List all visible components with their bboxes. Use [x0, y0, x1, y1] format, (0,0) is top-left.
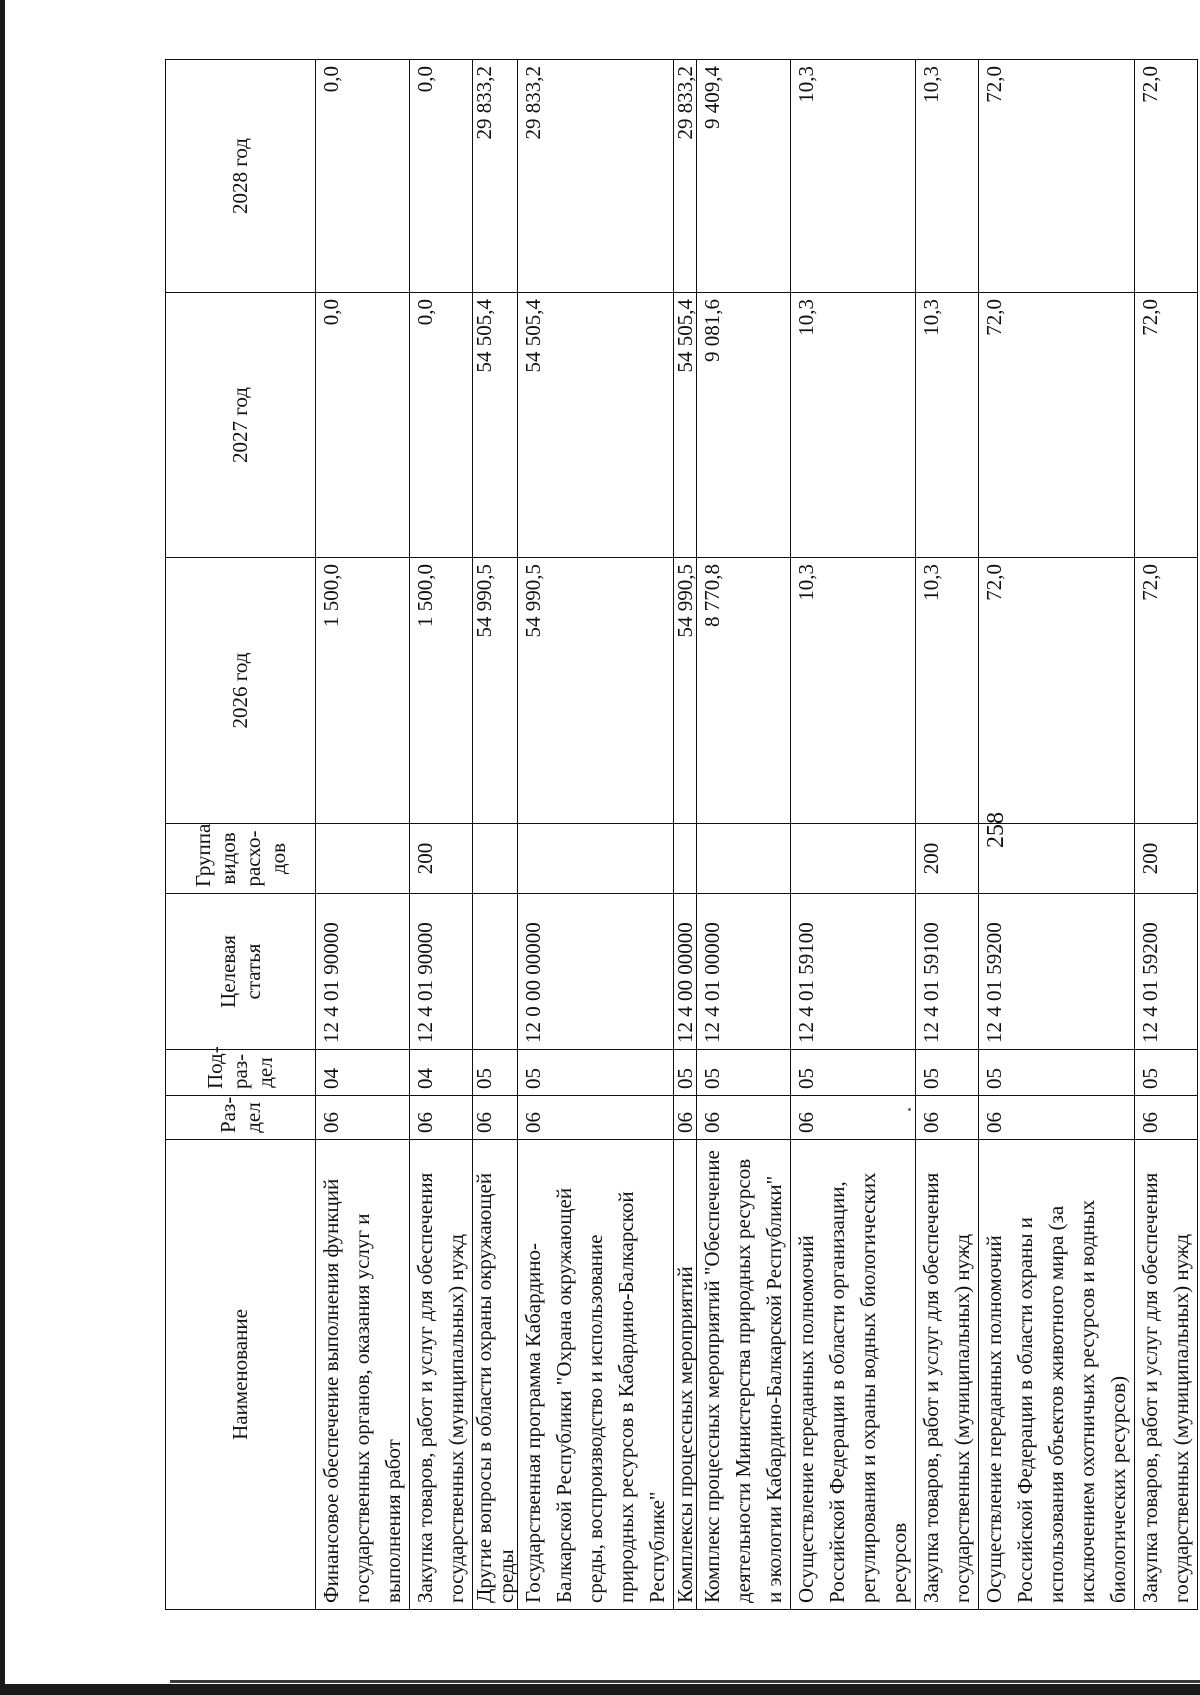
cell-2027: 9 081,6 [697, 293, 791, 558]
cell-2028: 0,0 [410, 60, 473, 293]
cell-target: 12 4 00 00000 [674, 894, 697, 1050]
cell-group: 200 [1135, 824, 1198, 894]
cell-2028: 9 409,4 [697, 60, 791, 293]
cell-name: Осуществление переданных полномочий Российской Федерации в области организации, регулирования и охраны водных биологических ресурсов [791, 1140, 916, 1610]
cell-name: Государственная программа Кабардино-Балкарской Республики "Охрана окружающей среды, воспроизводство и использование природных ресурсов в Кабардино-Балкарской Республике" [518, 1140, 674, 1610]
cell-podrazdel: 04 [410, 1050, 473, 1096]
cell-2027: 72,0 [979, 293, 1135, 558]
cell-group [674, 824, 697, 894]
scan-edge-left [0, 0, 5, 1695]
cell-razdel: 06 [697, 1096, 791, 1140]
cell-target: 12 4 01 00000 [697, 894, 791, 1050]
cell-podrazdel: 05 [697, 1050, 791, 1096]
cell-podrazdel: 05 [473, 1050, 518, 1096]
col-header-podrazdel: Под- раз- дел [166, 1050, 316, 1096]
table-row [697, 60, 791, 1610]
cell-2027: 54 505,4 [518, 293, 674, 558]
page-number: 258 [983, 812, 1009, 848]
cell-2027: 54 505,4 [473, 293, 518, 558]
cell-2026: 10,3 [916, 558, 979, 824]
scan-edge-bottom-line [170, 1680, 1200, 1683]
cell-2027: 54 505,4 [674, 293, 697, 558]
cell-group: 200 [410, 824, 473, 894]
table-header-row [166, 60, 316, 1610]
cell-target: 12 4 01 90000 [316, 894, 410, 1050]
cell-2026: 54 990,5 [473, 558, 518, 824]
scan-edge-bottom [0, 1684, 1200, 1695]
cell-group [791, 824, 916, 894]
cell-2028: 29 833,2 [473, 60, 518, 293]
cell-target: 12 4 01 59200 [1135, 894, 1198, 1050]
cell-target: 12 4 01 59100 [791, 894, 916, 1050]
col-header-2027: 2027 год [166, 293, 316, 558]
cell-name: Закупка товаров, работ и услуг для обеспечения государственных (муниципальных) нужд [410, 1140, 473, 1610]
cell-razdel: 06 [410, 1096, 473, 1140]
cell-2026: 72,0 [1135, 558, 1198, 824]
col-header-name: Наименование [166, 1140, 316, 1610]
table-row [518, 60, 674, 1610]
cell-name: Другие вопросы в области охраны окружающей среды [473, 1140, 518, 1610]
cell-name: Финансовое обеспечение выполнения функций государственных органов, оказания услуг и выполнения работ [316, 1140, 410, 1610]
cell-podrazdel: 05 [518, 1050, 674, 1096]
col-header-group: Группа видов расхо- дов [166, 824, 316, 894]
col-header-2028: 2028 год [166, 60, 316, 293]
cell-razdel: 06 [1135, 1096, 1198, 1140]
cell-group [697, 824, 791, 894]
cell-podrazdel: 05 [674, 1050, 697, 1096]
table-row [473, 60, 518, 1610]
cell-razdel: 06 [316, 1096, 410, 1140]
table-row [316, 60, 410, 1610]
cell-2027: 10,3 [916, 293, 979, 558]
cell-name: Комплекс процессных мероприятий "Обеспечение деятельности Министерства природных ресурсов и экологии Кабардино-Балкарской Республики" [697, 1140, 791, 1610]
cell-2026: 8 770,8 [697, 558, 791, 824]
table-row [1135, 60, 1198, 1610]
cell-target: 12 4 01 59200 [979, 894, 1135, 1050]
cell-name: Осуществление переданных полномочий Российской Федерации в области охраны и использования объектов животного мира (за исключением охотничьих ресурсов и водных биологических ресурсов) [979, 1140, 1135, 1610]
cell-2028: 29 833,2 [518, 60, 674, 293]
cell-2026: 1 500,0 [410, 558, 473, 824]
cell-2028: 72,0 [979, 60, 1135, 293]
cell-razdel: 06 [916, 1096, 979, 1140]
cell-podrazdel: 05 [791, 1050, 916, 1096]
cell-podrazdel: 05 [916, 1050, 979, 1096]
col-header-2026: 2026 год [166, 558, 316, 824]
cell-razdel: 06 [791, 1096, 916, 1140]
cell-podrazdel: 05 [1135, 1050, 1198, 1096]
cell-2026: 1 500,0 [316, 558, 410, 824]
budget-table [165, 59, 1198, 1610]
cell-2026: 72,0 [979, 558, 1135, 824]
cell-2027: 72,0 [1135, 293, 1198, 558]
cell-2026: 10,3 [791, 558, 916, 824]
cell-target: 12 0 00 00000 [518, 894, 674, 1050]
cell-2028: 0,0 [316, 60, 410, 293]
cell-group [473, 824, 518, 894]
cell-target: 12 4 01 90000 [410, 894, 473, 1050]
col-header-razdel: Раз- дел [166, 1096, 316, 1140]
cell-group: 200 [916, 824, 979, 894]
cell-name: Закупка товаров, работ и услуг для обеспечения государственных (муниципальных) нужд [1135, 1140, 1198, 1610]
cell-target: 12 4 01 59100 [916, 894, 979, 1050]
cell-2027: 0,0 [316, 293, 410, 558]
cell-2028: 72,0 [1135, 60, 1198, 293]
col-header-target: Целевая статья [166, 894, 316, 1050]
cell-2026: 54 990,5 [674, 558, 697, 824]
table-row [916, 60, 979, 1610]
cell-2027: 10,3 [791, 293, 916, 558]
cell-podrazdel: 05 [979, 1050, 1135, 1096]
cell-2026: 54 990,5 [518, 558, 674, 824]
cell-2028: 10,3 [791, 60, 916, 293]
cell-group [518, 824, 674, 894]
cell-group [316, 824, 410, 894]
cell-2027: 0,0 [410, 293, 473, 558]
cell-2028: 10,3 [916, 60, 979, 293]
cell-podrazdel: 04 [316, 1050, 410, 1096]
cell-2028: 29 833,2 [674, 60, 697, 293]
cell-name: Закупка товаров, работ и услуг для обеспечения государственных (муниципальных) нужд [916, 1140, 979, 1610]
table-row [791, 60, 916, 1610]
cell-razdel: 06 [518, 1096, 674, 1140]
cell-name: Комплексы процессных мероприятий [674, 1140, 697, 1610]
table-row [674, 60, 697, 1610]
cell-razdel: 06 [473, 1096, 518, 1140]
cell-target [473, 894, 518, 1050]
cell-razdel: 06 [674, 1096, 697, 1140]
table-row [410, 60, 473, 1610]
rotated-page-content [165, 60, 1193, 1610]
cell-razdel: 06 [979, 1096, 1135, 1140]
